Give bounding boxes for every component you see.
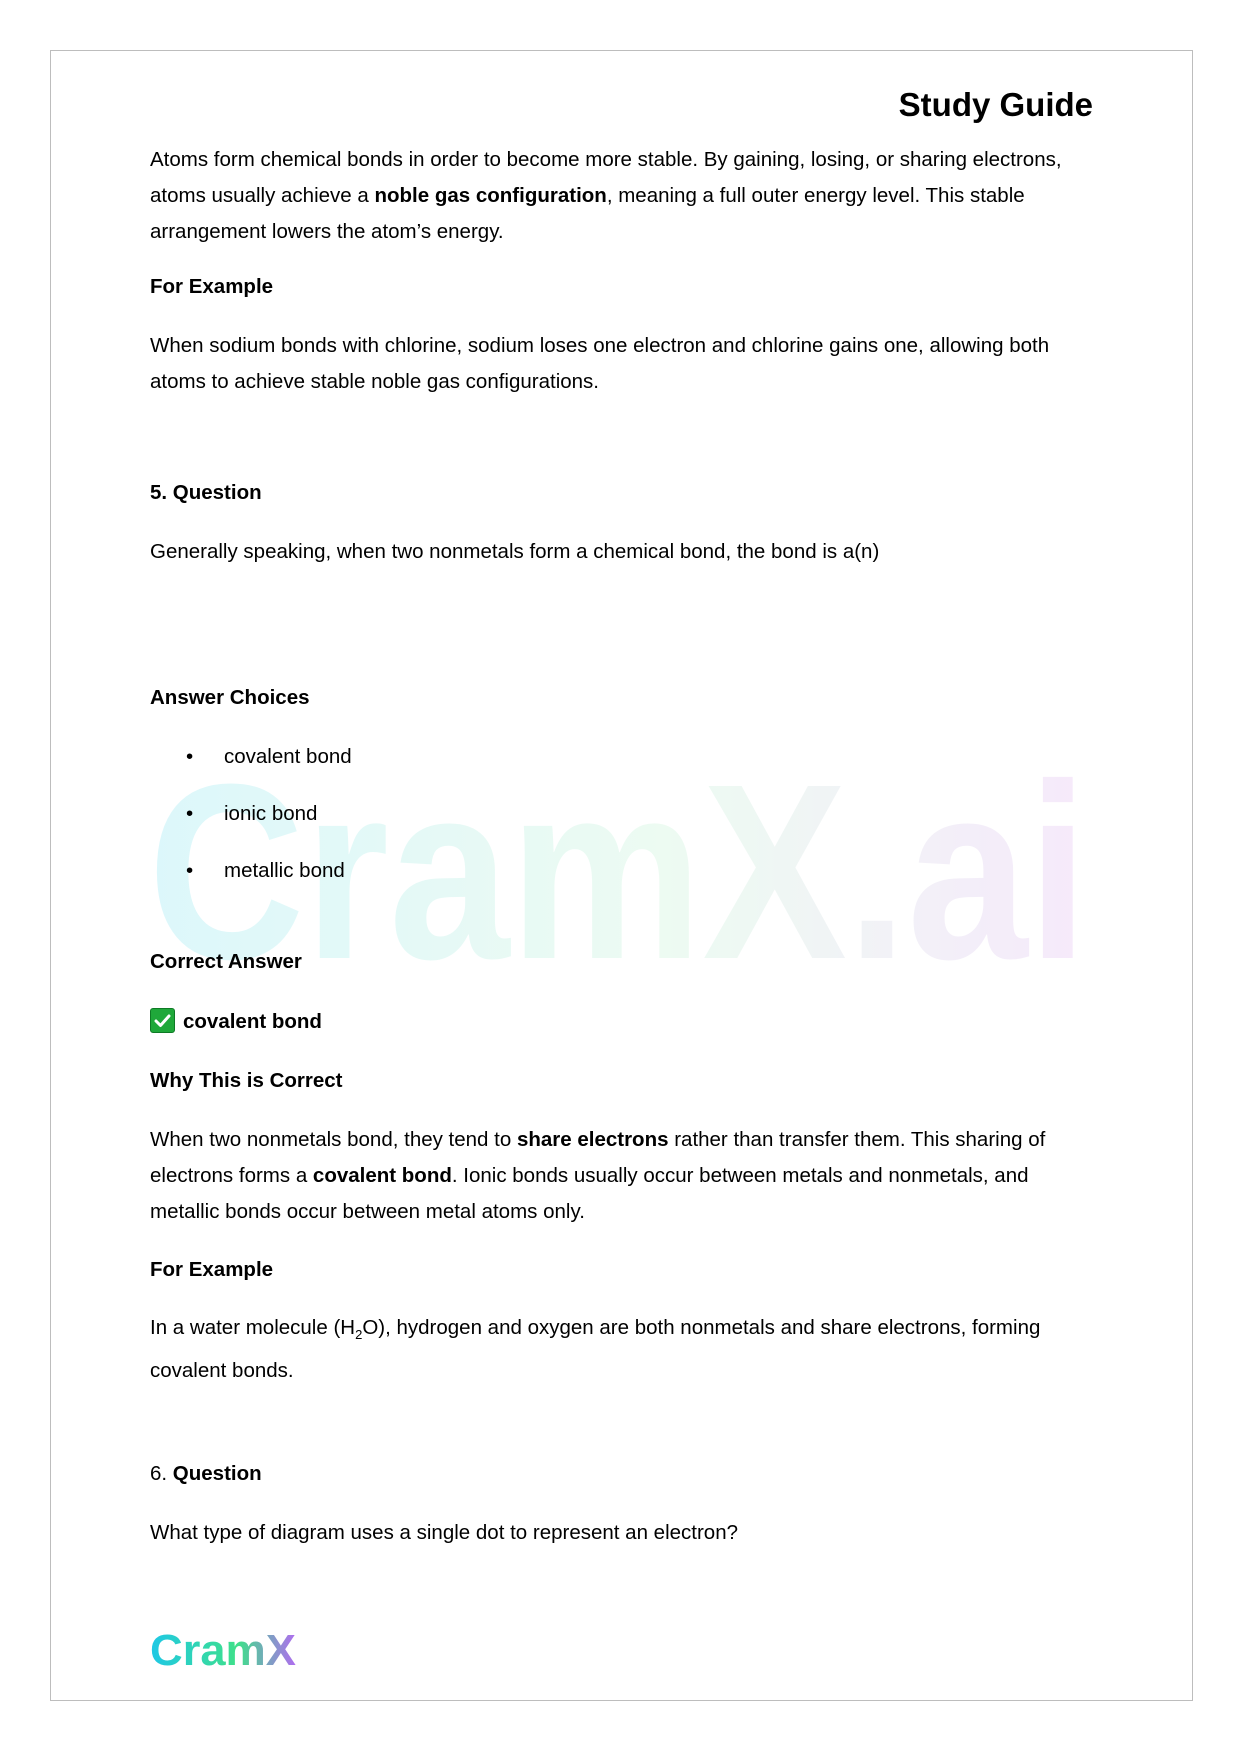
example-heading: For Example xyxy=(150,1258,274,1281)
bullet: • xyxy=(186,859,194,882)
logo-text: CramX xyxy=(150,1626,296,1675)
answer-choice-text: ionic bond xyxy=(224,802,318,825)
question-text: Generally speaking, when two nonmetals form a chemical bond, the bond is a(n) xyxy=(150,540,880,563)
cramx-logo xyxy=(150,1625,300,1675)
why-correct-heading: Why This is Correct xyxy=(150,1069,343,1092)
correct-answer-heading: Correct Answer xyxy=(150,950,302,973)
example-text: In a water molecule $(H_2O)$, hydrogen and oxygen are both nonmetals and share electrons, forming covalent bonds. xyxy=(150,1316,1041,1383)
answer-choice-text: covalent bond xyxy=(224,745,352,768)
check-icon xyxy=(150,1008,175,1033)
example-text: When sodium bonds with chlorine, sodium loses one electron and chlorine gains one, allowing both atoms to achieve stable noble gas configurations. xyxy=(150,334,1050,393)
bullet: • xyxy=(186,802,194,825)
bullet: • xyxy=(186,745,194,768)
answer-choices-heading: Answer Choices xyxy=(150,686,310,709)
page-title: Study Guide xyxy=(898,86,1093,123)
example-heading: For Example xyxy=(150,275,274,298)
why-correct-text: When two nonmetals bond, they tend to share electrons rather than transfer them. This sharing of electrons forms a covalent bond. Ionic bonds usually occur between metals and nonmetals, and metallic bonds occur between metal atoms only. xyxy=(150,1128,1046,1223)
intro-paragraph: Atoms form chemical bonds in order to become more stable. By gaining, losing, or sharing electrons, atoms usually achieve a noble gas configuration, meaning a full outer energy level. This stable arrangement lowers the atom’s energy. xyxy=(150,148,1062,243)
watermark-text: CramX.ai xyxy=(148,748,1088,1008)
question-heading: 5. Question xyxy=(150,481,262,504)
question-text: What type of diagram uses a single dot to represent an electron? xyxy=(150,1521,739,1544)
correct-answer xyxy=(150,1004,322,1040)
question-heading: 6. Question xyxy=(150,1462,262,1485)
correct-answer-text: covalent bond xyxy=(183,1010,322,1033)
answer-choice-text: metallic bond xyxy=(224,859,345,882)
